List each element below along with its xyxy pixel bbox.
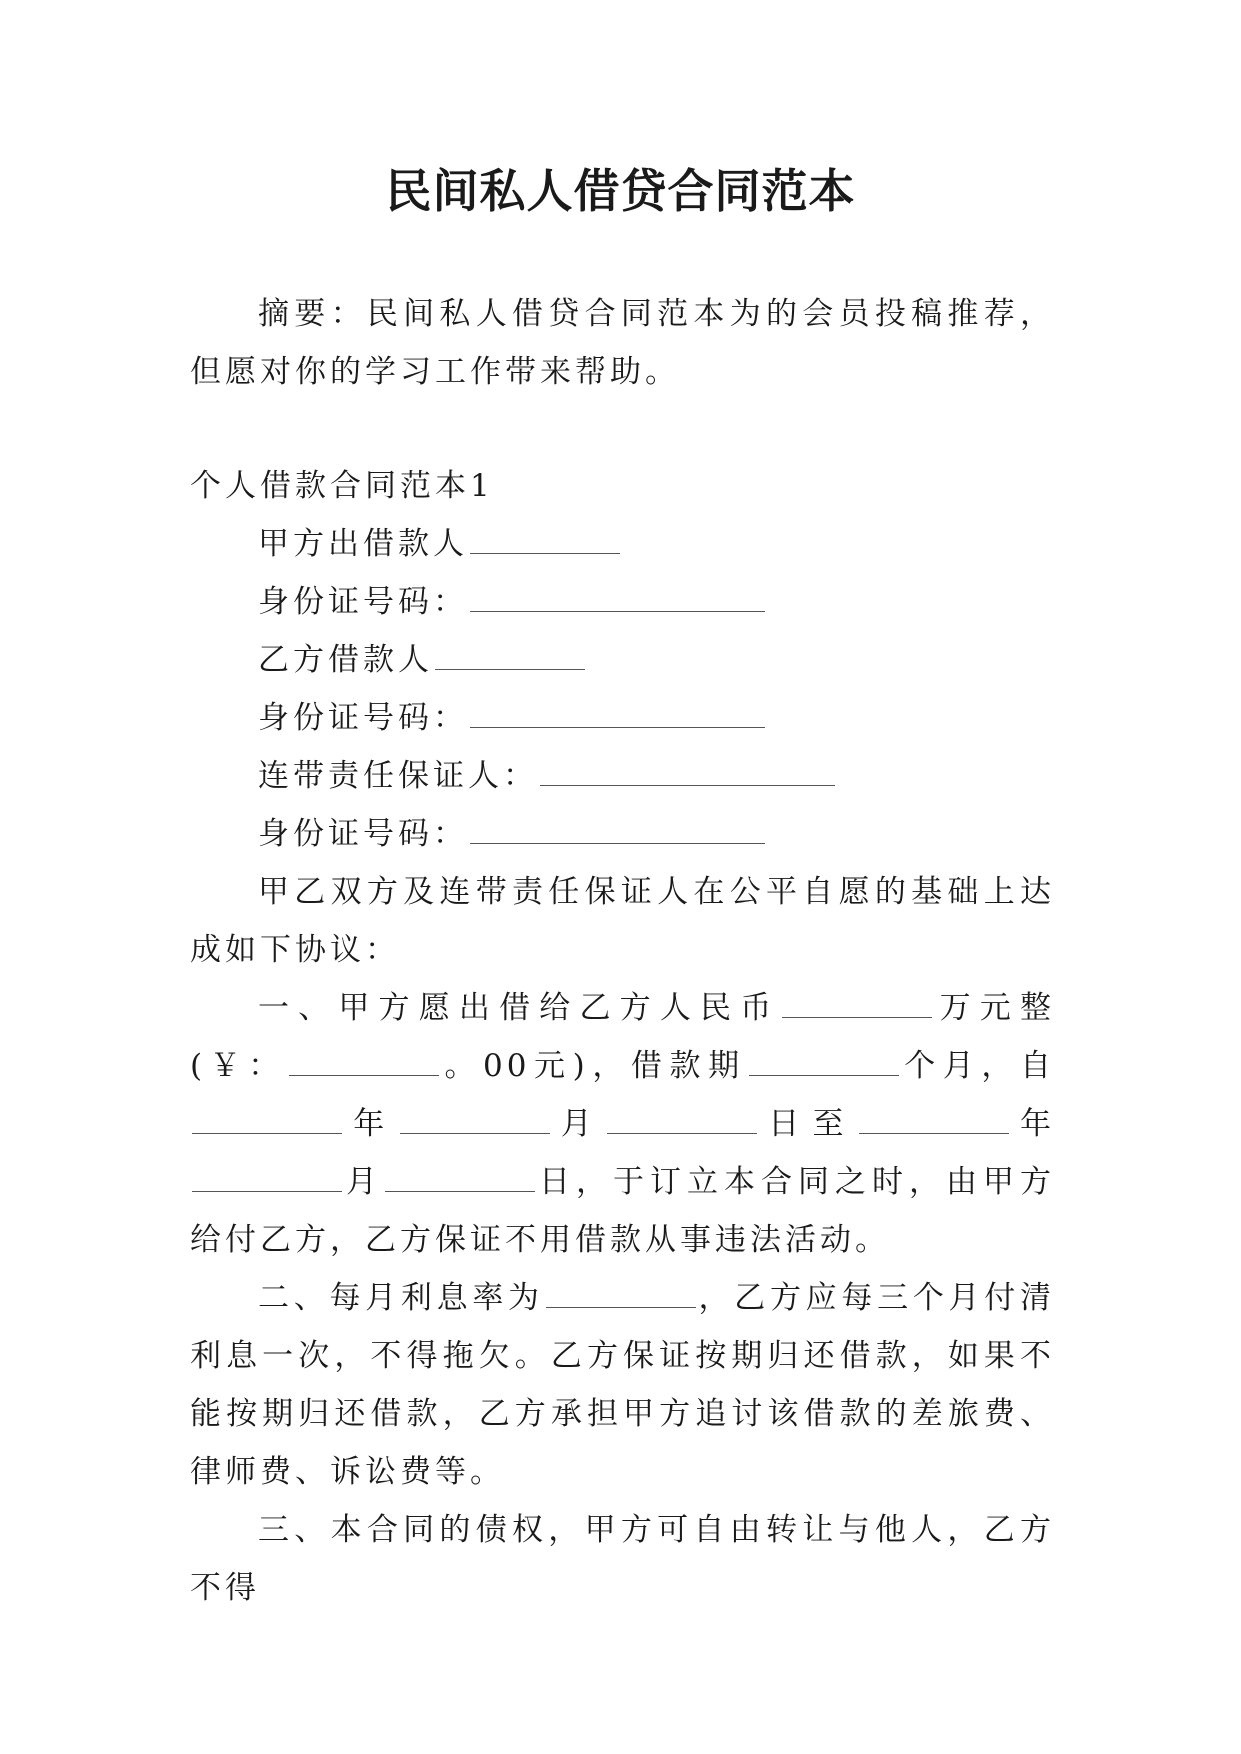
start-year-blank — [192, 1103, 342, 1134]
end-month-blank — [192, 1161, 342, 1192]
clause-2-text: 二、每月利息率为 — [258, 1280, 544, 1316]
term-months-blank — [749, 1045, 899, 1076]
document-body — [190, 285, 1055, 1617]
end-year-blank — [859, 1103, 1009, 1134]
section-heading: 个人借款合同范本1 — [190, 468, 494, 504]
borrower-blank — [435, 639, 585, 670]
clause-1-text: 年 — [344, 1106, 398, 1142]
clause-1-text: 日，于订立本合同之时，由甲方给付乙方，乙方保证不用借款从事违法活动。 — [190, 1164, 1055, 1258]
clause-1-text: 。00元)，借款期 — [440, 1048, 747, 1084]
clause-3: 三、本合同的债权，甲方可自由转让与他人，乙方不得 — [190, 1512, 1055, 1606]
guarantor-line — [190, 747, 1055, 805]
amount-figure-blank — [289, 1045, 439, 1076]
guarantor-id-line — [190, 805, 1055, 863]
intro-paragraph: 甲乙双方及连带责任保证人在公平自愿的基础上达成如下协议： — [190, 874, 1055, 968]
interest-rate-blank — [546, 1277, 696, 1308]
guarantor-label: 连带责任保证人： — [258, 758, 538, 794]
start-month-blank — [400, 1103, 550, 1134]
clause-1-text: 日至 — [759, 1106, 857, 1142]
lender-line — [190, 515, 1055, 573]
amount-blank — [782, 987, 932, 1018]
clause-1-text: 一、甲方愿出借给乙方人民币 — [258, 990, 781, 1026]
lender-id-label: 身份证号码： — [258, 584, 468, 620]
clause-1 — [190, 979, 1055, 1269]
borrower-label: 乙方借款人 — [258, 642, 433, 678]
clause-1-text: 年 — [1010, 1106, 1055, 1142]
borrower-line — [190, 631, 1055, 689]
lender-id-line — [190, 573, 1055, 631]
lender-id-blank — [470, 581, 765, 612]
guarantor-id-label: 身份证号码： — [258, 816, 468, 852]
lender-blank — [470, 523, 620, 554]
end-day-blank — [385, 1161, 535, 1192]
clause-1-text: 万元整(￥： — [190, 990, 1055, 1084]
clause-1-text: 月 — [344, 1164, 383, 1200]
lender-label: 甲方出借款人 — [258, 526, 468, 562]
borrower-id-blank — [470, 697, 765, 728]
document-title: 民间私人借贷合同范本 — [385, 164, 856, 218]
clause-1-text: 个月，自 — [900, 1048, 1055, 1084]
summary-paragraph: 摘要：民间私人借贷合同范本为的会员投稿推荐，但愿对你的学习工作带来帮助。 — [190, 296, 1055, 390]
clause-2 — [190, 1269, 1055, 1501]
start-day-blank — [607, 1103, 757, 1134]
clause-1-text: 月 — [551, 1106, 605, 1142]
borrower-id-label: 身份证号码： — [258, 700, 468, 736]
borrower-id-line — [190, 689, 1055, 747]
guarantor-id-blank — [470, 813, 765, 844]
guarantor-blank — [540, 755, 835, 786]
clause-2-text: ，乙方应每三个月付清利息一次，不得拖欠。乙方保证按期归还借款，如果不能按期归还借款，乙方承担甲方追讨该借款的差旅费、律师费、诉讼费等。 — [190, 1280, 1056, 1490]
